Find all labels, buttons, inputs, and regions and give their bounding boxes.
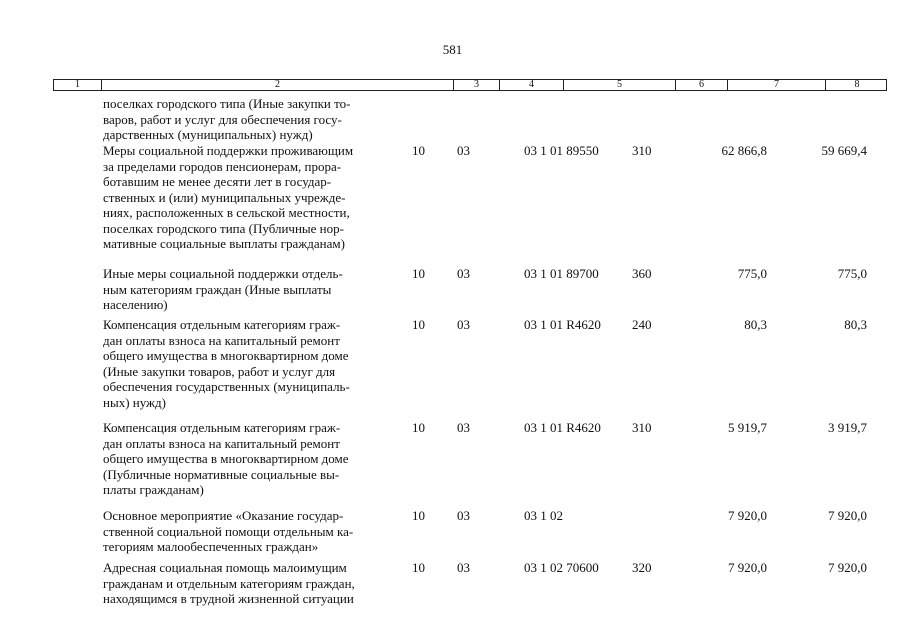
row-c8: 7 920,0 — [828, 560, 867, 575]
row-c8: 80,3 — [844, 317, 867, 332]
row-c4: 03 — [457, 317, 470, 332]
row-c7: 62 866,8 — [721, 143, 767, 158]
row-description: поселках городского типа (Иные закупки то- варов, работ и услуг для обеспечения госу- дарственных (муниципальных) нужд) — [103, 96, 351, 142]
header-cell-8: 8 — [854, 79, 860, 90]
row-c7: 7 920,0 — [728, 560, 767, 575]
row-description: Иные меры социальной поддержки отдель- ным категориям граждан (Иные выплаты населению) — [103, 266, 343, 312]
header-cell-4: 4 — [500, 80, 564, 90]
row-c6: 310 — [632, 420, 652, 435]
row-c4: 03 — [457, 508, 470, 523]
row-c3: 10 — [412, 508, 425, 523]
header-cell-5: 5 — [564, 80, 676, 90]
row-c3: 10 — [412, 317, 425, 332]
row-c7: 5 919,7 — [728, 420, 767, 435]
row-description: Меры социальной поддержки проживающим за пределами городов пенсионерам, прора- ботавшим не менее десяти лет в государ- ственных и (или) муниципальных учрежде- ниях, расположенных в сельской местности, поселках городского типа (Публичные нор- мативные социальные выплаты гражданам) — [103, 143, 354, 251]
row-c5: 03 1 01 R4620 — [524, 317, 601, 332]
table-header-row — [53, 79, 887, 91]
row-c5: 03 1 01 R4620 — [524, 420, 601, 435]
row-c3: 10 — [412, 560, 425, 575]
page-number: 581 — [442, 42, 463, 57]
row-c4: 03 — [457, 266, 470, 281]
row-c6: 240 — [632, 317, 652, 332]
row-c5: 03 1 01 89700 — [524, 266, 599, 281]
row-c5: 03 1 02 — [524, 508, 563, 523]
row-c5: 03 1 02 70600 — [524, 560, 599, 575]
header-cell-3: 3 — [454, 80, 500, 90]
header-cell-2: 2 — [102, 80, 454, 90]
row-c3: 10 — [412, 420, 425, 435]
header-cell-7: 7 — [728, 80, 826, 90]
row-c7: 7 920,0 — [728, 508, 767, 523]
header-cell-1: 1 — [54, 80, 102, 90]
row-c6: 360 — [632, 266, 652, 281]
row-description: Компенсация отдельным категориям граж- дан оплаты взноса на капитальный ремонт общего имущества в многоквартирном доме (Публичные нормативные социальные вы- платы гражданам) — [103, 420, 349, 497]
row-description: Адресная социальная помощь малоимущим гражданам и отдельным категориям граждан, находящимся в трудной жизненной ситуации — [103, 560, 355, 606]
row-c8: 3 919,7 — [828, 420, 867, 435]
row-description: Компенсация отдельным категориям граж- дан оплаты взноса на капитальный ремонт общего имущества в многоквартирном доме (Иные закупки товаров, работ и услуг для обеспечения государственных (муниципаль- ных) нужд) — [103, 317, 350, 410]
row-c4: 03 — [457, 420, 470, 435]
row-description: Основное мероприятие «Оказание государ- ственной социальной помощи отдельным ка- тегориям малообеспеченных граждан» — [103, 508, 354, 554]
row-c6: 310 — [632, 143, 652, 158]
row-c7: 80,3 — [744, 317, 767, 332]
row-c3: 10 — [412, 266, 425, 281]
header-cell-6: 6 — [676, 80, 728, 90]
row-c5: 03 1 01 89550 — [524, 143, 599, 158]
row-c4: 03 — [457, 560, 470, 575]
row-c3: 10 — [412, 143, 425, 158]
row-c8: 775,0 — [837, 266, 867, 281]
row-c8: 7 920,0 — [828, 508, 867, 523]
row-c6: 320 — [632, 560, 652, 575]
row-c4: 03 — [457, 143, 470, 158]
row-c8: 59 669,4 — [821, 143, 867, 158]
row-c7: 775,0 — [737, 266, 767, 281]
